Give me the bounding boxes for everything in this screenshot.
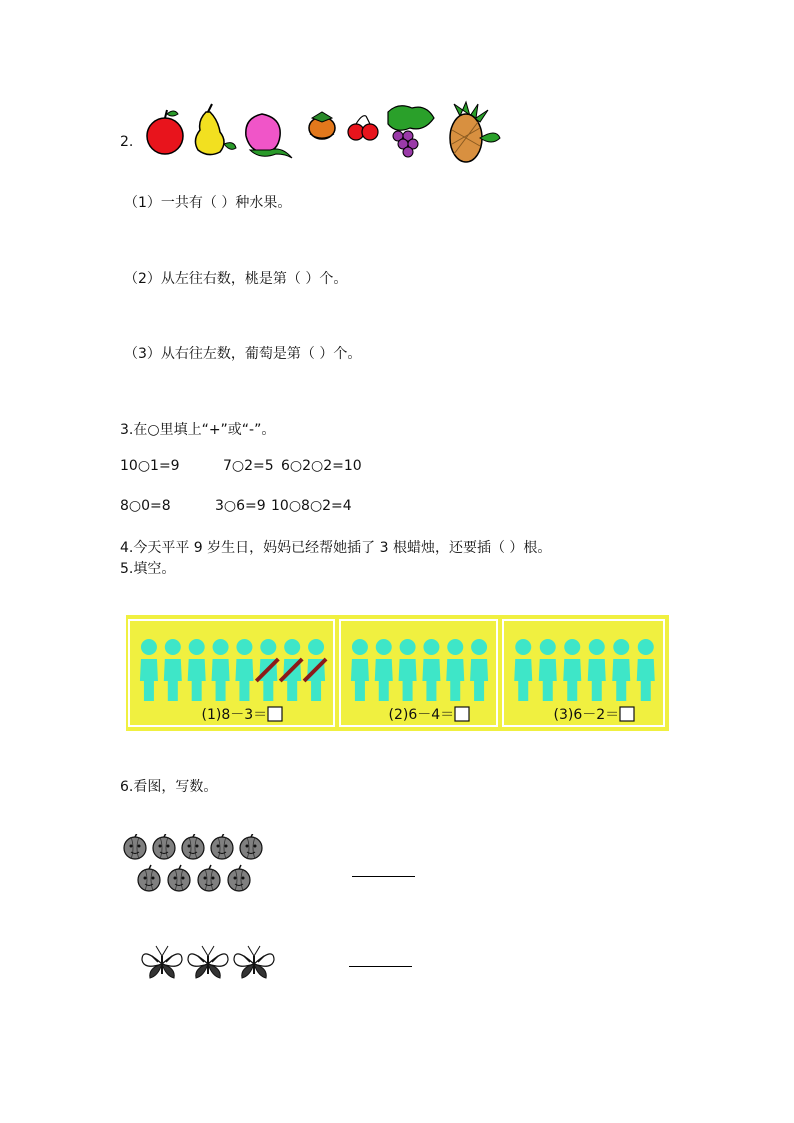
q5-title: 5.填空。 [120,561,176,577]
butterfly-icon [142,946,182,978]
answer-line-1[interactable] [352,876,415,877]
answer-box[interactable] [620,707,634,721]
q2-number: 2. [120,134,134,150]
subtraction-figures [126,615,669,731]
q3-row1-b: 7○2=5 [223,458,274,474]
pumpkin-icon [211,834,233,859]
pumpkin-icon [124,834,146,859]
pumpkin-group [122,834,272,896]
butterfly-icon [188,946,228,978]
pumpkin-icon [153,834,175,859]
pumpkin-icon [228,865,250,891]
butterfly-group [140,940,276,982]
answer-line-2[interactable] [349,966,412,967]
pumpkin-icon [240,834,262,859]
q6-title: 6.看图，写数。 [120,779,218,795]
answer-box[interactable] [268,707,282,721]
q2-sub2: （2）从左往右数，桃是第（ ）个。 [124,271,348,287]
q3-row2-a: 8○0=8 [120,498,171,514]
q3-row1-a: 10○1=9 [120,458,180,474]
equation-label: (3)6－2＝ [553,707,620,723]
pumpkin-icon [138,865,160,891]
equation-label: (2)6－4＝ [388,707,455,723]
butterfly-icon [234,946,274,978]
q3-row1-c: 6○2○2=10 [281,458,362,474]
pumpkin-icon [168,865,190,891]
equation-label: (1)8－3＝ [201,707,268,723]
answer-box[interactable] [455,707,469,721]
q3-row2-c: 10○8○2=4 [271,498,352,514]
q4-text: 4.今天平平 9 岁生日，妈妈已经帮她插了 3 根蜡烛，还要插（ ）根。 [120,540,552,556]
q2-sub1: （1）一共有（ ）种水果。 [124,195,292,211]
q3-title: 3.在○里填上“+”或“-”。 [120,422,276,438]
fruit-picture [136,98,514,168]
pumpkin-icon [198,865,220,891]
q2-sub3: （3）从右往左数，葡萄是第（ ）个。 [124,346,362,362]
q3-row2-b: 3○6=9 [215,498,266,514]
pumpkin-icon [182,834,204,859]
